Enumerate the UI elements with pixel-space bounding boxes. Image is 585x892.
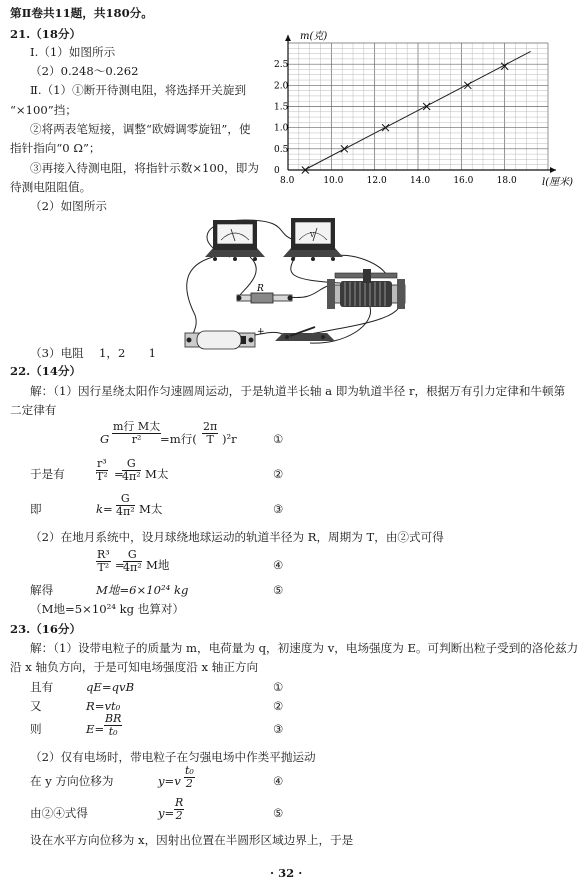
eq1-rest: =m行( xyxy=(160,432,197,446)
eq23-4-fraction: $\frac{\text{t₀}}{2}$ xyxy=(185,764,194,790)
eq3-number: ③ xyxy=(273,502,284,516)
q22-heading: 22.（14分） xyxy=(10,364,82,378)
x-tick-label: 8.0 xyxy=(280,176,295,186)
label-jie-de: 解得 xyxy=(30,583,54,597)
q23-heading: 23.（16分） xyxy=(10,622,82,636)
y-tick-label: 1.0 xyxy=(274,123,289,134)
eq2-end: M太 xyxy=(145,467,169,481)
eq1-inner-fraction: $\frac{2\pi}{T}$ xyxy=(203,420,218,446)
eq2-left-fraction: $\frac{\text{r³}}{\text{T²}}$ xyxy=(96,457,108,483)
q21-part-ii-2-fig: （2）如图所示 xyxy=(30,199,107,213)
resistor xyxy=(237,293,293,303)
eq23-5-number: ⑤ xyxy=(273,806,284,820)
eq3-end: M太 xyxy=(139,502,163,516)
section-header: 第Ⅱ卷共11题，共180分。 xyxy=(10,6,153,20)
q23-para-2: （2）仅有电场时，带电粒子在匀强电场中作类平抛运动 xyxy=(30,750,316,764)
x-tick-label: 10.0 xyxy=(323,176,344,186)
eq2-equals: = xyxy=(114,467,124,481)
x-axis-arrow xyxy=(550,167,556,173)
svg-text:V: V xyxy=(310,232,315,239)
page-number: · 32 · xyxy=(270,866,303,880)
eq23-3-number: ③ xyxy=(273,722,284,736)
q21-part-i-1: Ⅰ.（1）如图所示 xyxy=(30,45,116,59)
eq3-fraction: $\frac{G}{\text{4π²}}$ xyxy=(116,492,135,518)
label-yu-shi-you: 于是有 xyxy=(30,467,65,481)
eq5-number: ⑤ xyxy=(273,583,284,597)
ammeter xyxy=(205,220,265,261)
switch xyxy=(275,327,335,341)
label-y-direction: 在 y 方向位移为 xyxy=(30,774,114,788)
eq23-1: qE=qvB xyxy=(86,680,135,694)
eq2-right-fraction: $\frac{G}{\text{4π²}}$ xyxy=(122,457,141,483)
eq2-number: ② xyxy=(273,467,284,481)
q21-part-ii-3b: 待测电阻阻值。 xyxy=(10,180,92,194)
rheostat xyxy=(327,269,405,309)
x-tick-label: 14.0 xyxy=(410,176,431,186)
q21-part-ii-3: （3）电阻 1，2 1 xyxy=(30,346,156,360)
q21-part-ii-1a: Ⅱ.（1）①断开待测电阻，将选择开关旋到 xyxy=(30,83,247,97)
circuit-diagram xyxy=(175,215,420,355)
q21-part-ii-2a: ②将两表笔短接，调整“欧姆调零旋钮”，使 xyxy=(30,122,251,136)
eq1-fraction: m行 M太 r² xyxy=(113,420,161,446)
battery-plus-label: + xyxy=(257,327,265,337)
y-tick-label: 1.5 xyxy=(274,102,289,113)
eq4-end: M地 xyxy=(146,558,170,572)
eq23-2: R=vt₀ xyxy=(86,699,121,713)
y-axis-label: m(克) xyxy=(300,31,328,42)
wire xyxy=(287,285,330,298)
y-tick-label: 0 xyxy=(274,166,280,176)
q22-para-1a: 解：（1）因行星绕太阳作匀速圆周运动，于是轨道半长轴 a 即为轨道半径 r，根据万有引力定律和牛顿第 xyxy=(30,384,566,398)
y-axis-arrow xyxy=(285,35,291,41)
eq3-k: k= xyxy=(96,502,113,516)
fit-line xyxy=(304,51,530,170)
q22-para-2: （2）在地月系统中，设月球绕地球运动的轨道半径为 R，周期为 T，由②式可得 xyxy=(30,530,444,544)
eq4-equals: = xyxy=(115,558,125,572)
voltmeter xyxy=(283,218,343,261)
q21-part-ii-3a: ③再接入待测电阻，将指针示数×100，即为 xyxy=(30,161,259,175)
eq1-g: G xyxy=(100,432,110,446)
x-tick-label: 12.0 xyxy=(366,176,387,186)
eq4-right-fraction: $\frac{G}{\text{4π²}}$ xyxy=(123,548,142,574)
y-tick-label: 2.0 xyxy=(274,81,289,92)
battery xyxy=(185,331,255,349)
q22-note: （M地=5×10²⁴ kg 也算对） xyxy=(30,602,185,616)
eq23-3-fraction: $\frac{BR}{\text{t₀}}$ xyxy=(105,712,122,738)
eq23-2-number: ② xyxy=(273,699,284,713)
q21-part-i-2: （2）0.248～0.262 xyxy=(30,64,139,78)
eq1-end: )²r xyxy=(222,432,237,446)
q22-para-1b: 二定律有 xyxy=(10,403,57,417)
wire xyxy=(240,257,257,297)
y-tick-label: 2.5 xyxy=(274,60,289,71)
q23-para-3: 设在水平方向位移为 x，因射出位置在半圆形区域边界上，于是 xyxy=(30,833,354,847)
label-ji: 即 xyxy=(30,502,42,516)
eq23-4-number: ④ xyxy=(273,774,284,788)
q21-part-ii-1b: “×100”挡； xyxy=(10,103,77,117)
q21-part-ii-2b: 指针指向“0 Ω”； xyxy=(10,141,101,155)
chart-grid xyxy=(288,43,548,170)
q23-para-1b: 沿 x 轴负方向，于是可知电场强度沿 x 轴正方向 xyxy=(10,660,259,674)
label-ze: 则 xyxy=(30,722,42,736)
label-from-eqs: 由②④式得 xyxy=(30,806,88,820)
eq1-number: ① xyxy=(273,432,284,446)
eq23-3-pre: E= xyxy=(86,722,105,736)
x-tick-label: 18.0 xyxy=(496,176,517,186)
label-you: 又 xyxy=(30,699,42,713)
x-tick-label: 16.0 xyxy=(453,176,474,186)
eq23-4-pre: y=v xyxy=(158,774,181,788)
label-qie-you: 且有 xyxy=(30,680,54,694)
q21-heading: 21.（18分） xyxy=(10,27,82,41)
y-tick-label: 0.5 xyxy=(274,144,289,155)
eq5: M地=6×10²⁴ kg xyxy=(96,583,189,597)
eq23-5-pre: y= xyxy=(158,806,175,820)
mass-length-chart xyxy=(270,25,575,195)
eq23-1-number: ① xyxy=(273,680,284,694)
q23-para-1a: 解：（1）设带电粒子的质量为 m，电荷量为 q，初速度为 v，电场强度为 E。可判断出粒子受到的洛伦兹力 xyxy=(30,641,579,655)
eq4-number: ④ xyxy=(273,558,284,572)
eq23-5-fraction: $\frac{R}{2}$ xyxy=(175,796,184,822)
resistor-label: R xyxy=(257,284,264,294)
x-axis-label: l(厘米) xyxy=(542,177,574,188)
eq4-left-fraction: $\frac{\text{R³}}{\text{T²}}$ xyxy=(97,548,110,574)
